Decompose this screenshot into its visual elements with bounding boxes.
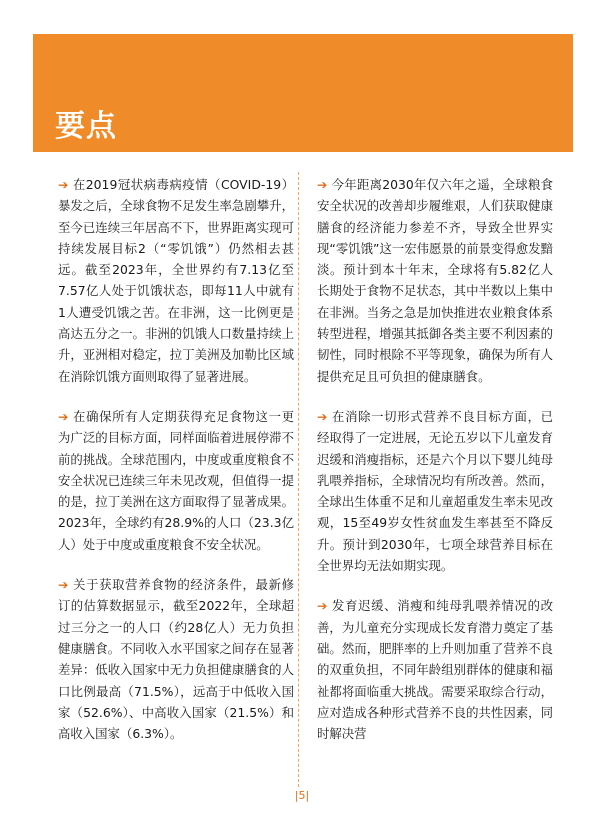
key-point-text: 发育迟缓、消瘦和纯母乳喂养情况的改善，为儿童充分实现成长发育潜力奠定了基础。然而，肥胖率的上升则加重了营养不良的双重负担，不同年龄组别群体的健康和福祉都将面临重大挑战。需要采取综合行动，应对造成各种形式营养不良的共性因素，同时解决营 bbox=[317, 598, 553, 742]
column-divider bbox=[298, 172, 299, 787]
key-point-paragraph bbox=[317, 174, 553, 387]
key-point-paragraph bbox=[58, 174, 294, 387]
key-point-text: 在确保所有人定期获得充足食物这一更为广泛的目标方面，同样面临着进展停滞不前的挑战。全球范围内，中度或重度粮食不安全状况已连续三年未见改观，但值得一提的是，拉丁美洲在这方面取得了显著成果。2023年，全球约有28.9%的人口（23.3亿人）处于中度或重度粮食不安全状况。 bbox=[58, 408, 294, 552]
left-column bbox=[58, 174, 294, 763]
arrow-icon: ➔ bbox=[317, 177, 328, 192]
arrow-icon: ➔ bbox=[317, 598, 328, 614]
arrow-icon: ➔ bbox=[317, 408, 328, 424]
right-column bbox=[317, 174, 553, 763]
key-point-text: 今年距离2030年仅六年之遥，全球粮食安全状况的改善却步履维艰，人们获取健康膳食的经济能力参差不齐，导致全世界实现“零饥饿”这一宏伟愿景的前景变得愈发黯淡。预计到本十年末，全球将有5.82亿人长期处于食物不足状态，其中半数以上集中在非洲。当务之急是加快推进农业粮食体系转型进程，增强其抵御各类主要不利因素的韧性，同时根除不平等现象，确保为所有人提供充足且可负担的健康膳食。 bbox=[317, 177, 553, 384]
key-point-text: 关于获取营养食物的经济条件，最新修订的估算数据显示，截至2022年，全球超过三分之一的人口（约28亿人）无力负担健康膳食。不同收入水平国家之间存在显著差异：低收入国家中无力负担健康膳食的人口比例最高（71.5%），远高于中低收入国家（52.6%）、中高收入国家（21.5%）和高收入国家（6.3%）。 bbox=[58, 577, 294, 742]
header-banner bbox=[33, 34, 573, 152]
page-number: |5| bbox=[294, 789, 310, 802]
arrow-icon: ➔ bbox=[58, 577, 69, 593]
key-point-paragraph bbox=[58, 574, 294, 744]
key-point-text: 在2019冠状病毒病疫情（COVID-19）暴发之后，全球食物不足发生率急剧攀升，至今已连续三年居高不下，世界距离实现可持续发展目标2（“零饥饿”）仍然相去甚远。截至2023年，全世界约有7.13亿至7.57亿人处于饥饿状态，即每11人中就有1人遭受饥饿之苦。在非洲，这一比例更是高达五分之一。非洲的饥饿人口数量持续上升，亚洲相对稳定，拉丁美洲及加勒比区域在消除饥饿方面则取得了显著进展。 bbox=[58, 177, 294, 384]
section-title: 要点 bbox=[55, 109, 117, 144]
arrow-icon: ➔ bbox=[58, 177, 69, 192]
key-point-paragraph bbox=[317, 406, 553, 576]
arrow-icon: ➔ bbox=[58, 408, 69, 424]
key-point-paragraph bbox=[317, 595, 553, 744]
key-point-paragraph bbox=[58, 406, 294, 555]
key-point-text: 在消除一切形式营养不良目标方面，已经取得了一定进展，无论五岁以下儿童发育迟缓和消瘦指标，还是六个月以下婴儿纯母乳喂养指标，全球情况均有所改善。然而，全球出生体重不足和儿童超重发生率未见改观，15至49岁女性贫血发生率甚至不降反升。预计到2030年，七项全球营养目标在全世界均无法如期实现。 bbox=[317, 408, 553, 574]
